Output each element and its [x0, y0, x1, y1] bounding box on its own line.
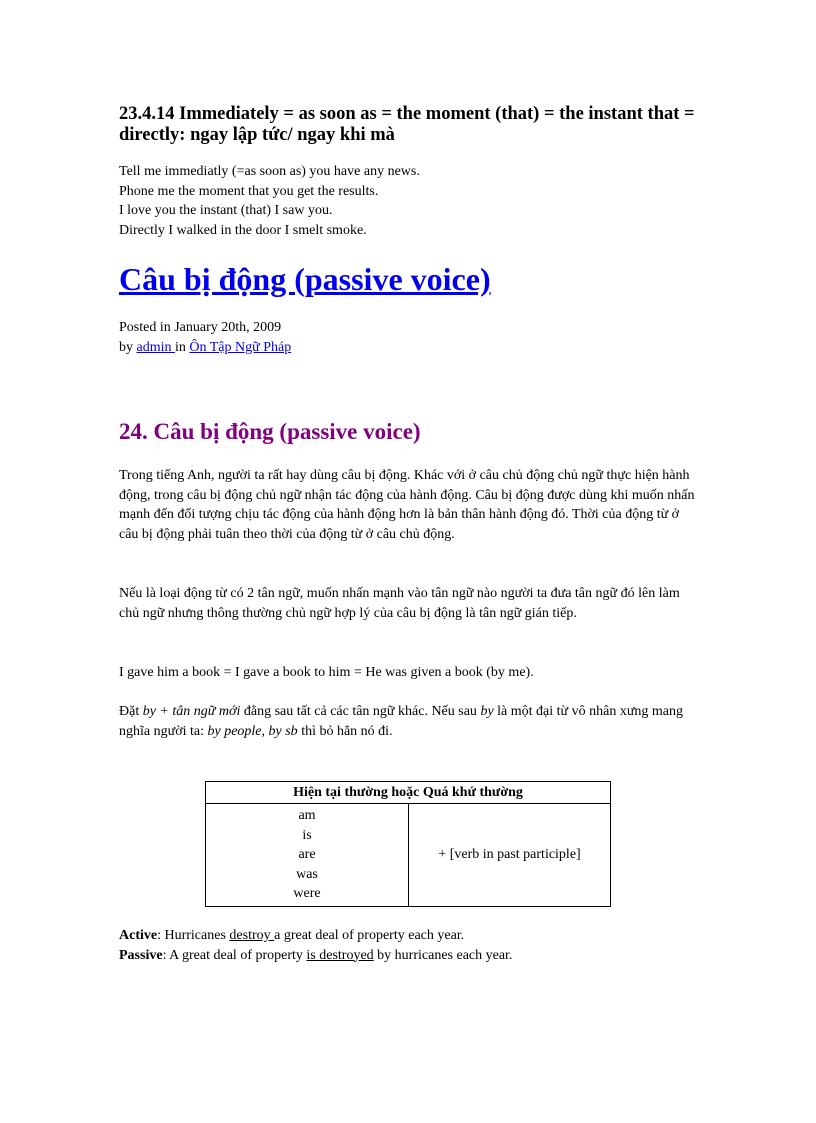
example-line: Tell me immediatly (=as soon as) you have any news.: [119, 164, 420, 179]
post-meta: [119, 318, 291, 357]
verb-item: was: [296, 866, 318, 882]
example-line: Phone me the moment that you get the results.: [119, 183, 379, 199]
table-header: Hiện tại thường hoặc Quá khứ thường: [206, 782, 611, 804]
category-link[interactable]: Ôn Tập Ngữ Pháp: [189, 339, 292, 355]
verb-item: are: [298, 847, 316, 863]
passive-form-table: [205, 781, 611, 907]
author-link[interactable]: admin: [136, 339, 175, 355]
verb-list-cell: [206, 804, 409, 907]
gave-example: I gave him a book = I gave a book to him = He was given a book (by me).: [119, 665, 534, 680]
immediately-examples: [119, 162, 420, 240]
by-rule-paragraph: Đặt by + tân ngữ mới đằng sau tất cả các tân ngữ khác. Nếu sau by là một đại từ vô nhân xưng mang nghĩa người ta: by people, by sb thì bỏ hẳn nó đi.: [119, 704, 684, 739]
intro-paragraph: Trong tiếng Anh, người ta rất hay dùng câu bị động. Khác với ở câu chủ động chủ ngữ thực hiện hành động, trong câu bị động chủ ngữ nhận tác động của hành động. Câu bị động được dùng khi muốn nhấn mạnh đến đối tượng chịu tác động của hành động hơn là bản thân hành động đó. Thời của động từ ở câu bị động phải tuân theo thời của động từ ở câu chủ động.: [119, 468, 695, 543]
two-objects-paragraph: Nếu là loại động từ có 2 tân ngữ, muốn nhấn mạnh vào tân ngữ nào người ta đưa tân ngữ đó lên làm chủ ngữ nhưng thông thường chủ ngữ hợp lý của câu bị động là tân ngữ gián tiếp.: [119, 586, 680, 621]
post-title: [119, 259, 491, 299]
active-line: Active: Hurricanes destroy a great deal of property each year.: [119, 928, 465, 943]
posted-date: Posted in January 20th, 2009: [119, 320, 282, 335]
section-heading: 23.4.14 Immediately = as soon as = the moment (that) = the instant that = directly: ngay lập tức/ ngay khi mà: [119, 104, 695, 145]
verb-item: am: [298, 808, 316, 823]
byline: by admin in Ôn Tập Ngữ Pháp: [119, 339, 292, 355]
chapter-heading: 24. Câu bị động (passive voice): [119, 419, 421, 444]
active-passive-examples: [119, 926, 512, 965]
example-line: I love you the instant (that) I saw you.: [119, 203, 333, 219]
past-participle-cell: + [verb in past participle]: [409, 804, 611, 907]
example-line: Directly I walked in the door I smelt smoke.: [119, 222, 367, 238]
verb-item: were: [293, 886, 321, 902]
passive-line: Passive: A great deal of property is destroyed by hurricanes each year.: [119, 947, 513, 963]
post-title-link[interactable]: Câu bị động (passive voice): [119, 261, 491, 297]
verb-item: is: [302, 827, 312, 843]
